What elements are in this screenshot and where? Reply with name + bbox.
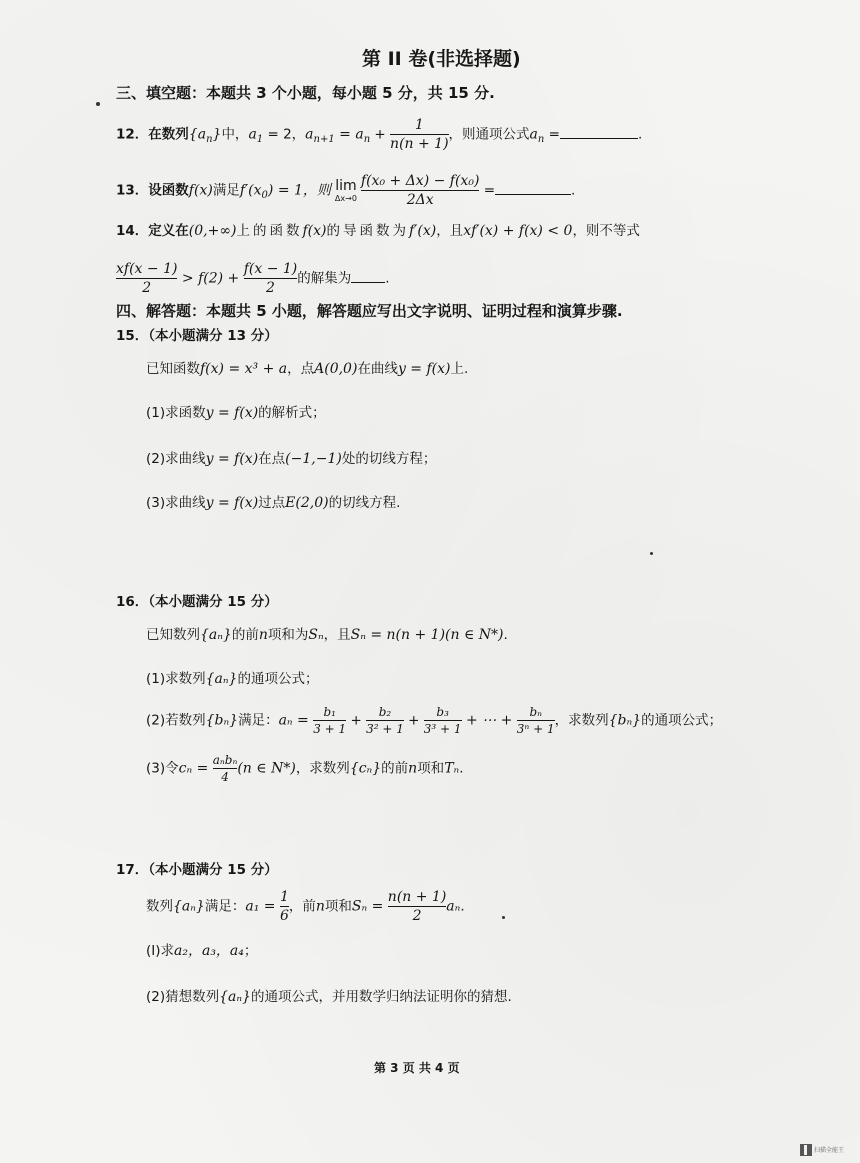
- question-15-part-3: (3)求曲线y = f(x)过点E(2,0)的切线方程.: [146, 495, 401, 511]
- answer-blank-13[interactable]: [495, 194, 571, 195]
- question-16-part-2: (2)若数列{bₙ}满足：aₙ = $\frac{\text{b₁}}{3 + 1}$ + $\frac{\text{b₂}}{\text{3² + 1}}$ + $\frac{\text{b₃}}{\text{3³ + 1}}$ + ⋯ + $\frac{\text{bₙ}}{\text{3ⁿ + 1}}$ ，求数列{bₙ}的通项公式；: [146, 705, 723, 736]
- question-15-stem: 已知函数f(x) = x³ + a，点A(0,0)在曲线y = f(x)上.: [146, 361, 469, 377]
- question-16-part-3: (3)令cₙ = $\frac{\text{aₙbₙ}}{4}$ (n ∈ N*)，求数列{cₙ}的前n项和Tₙ.: [146, 753, 464, 784]
- scanner-watermark: 扫描全能王: [800, 1144, 846, 1156]
- question-17-label: 17．（本小题满分 15 分）: [116, 862, 278, 878]
- answer-blank-12[interactable]: [560, 138, 638, 139]
- question-15-label: 15．（本小题满分 13 分）: [116, 328, 278, 344]
- section-4-heading: 四、解答题：本题共 5 小题，解答题应写出文字说明、证明过程和演算步骤.: [116, 302, 623, 320]
- question-17-part-1: (I)求a₂，a₃，a₄；: [146, 943, 258, 959]
- question-17-part-2: (2)猜想数列{aₙ}的通项公式，并用数学归纳法证明你的猜想.: [146, 989, 512, 1005]
- question-16-label: 16．（本小题满分 15 分）: [116, 594, 278, 610]
- page-title: 第 II 卷(非选择题): [362, 48, 521, 70]
- scan-speck: [96, 102, 100, 106]
- page-footer: 第 3 页 共 4 页: [374, 1061, 460, 1075]
- question-15-part-2: (2)求曲线y = f(x)在点(−1,−1)处的切线方程；: [146, 451, 437, 467]
- scan-speck: [650, 552, 653, 555]
- qr-icon: [800, 1144, 812, 1156]
- scan-speck: [502, 916, 505, 919]
- answer-blank-14[interactable]: [351, 282, 385, 283]
- question-15-part-1: (1)求函数y = f(x)的解析式；: [146, 405, 326, 421]
- question-13: 13．设函数f(x)满足$f'(x_0) = 1$，则 lim Δx→0 $\frac{\text{f(x₀ + Δx) − f(x₀)}}{2\Delta x}$ = .: [116, 173, 576, 208]
- question-17-stem: 数列{aₙ}满足：a₁ = $\frac{1}{6}$ ，前n项和Sₙ = $\frac{n(n + 1)}{2}$ aₙ.: [146, 889, 465, 924]
- question-14-line-2: $\frac{xf(x - 1)}{2}$ > f(2) + $\frac{f(x - 1)}{2}$ 的解集为 .: [116, 261, 390, 296]
- question-12: 12．在数列$\{a_n\}$中，$a_1 = 2$，$a_{n+1} = a_n$ + $\frac{1}{n(n + 1)}$ ，则通项公式$a_n$ = .: [116, 117, 643, 152]
- question-16-stem: 已知数列{aₙ}的前n项和为Sₙ，且Sₙ = n(n + 1)(n ∈ N*).: [146, 627, 508, 643]
- question-16-part-1: (1)求数列{aₙ}的通项公式；: [146, 671, 319, 687]
- section-3-heading: 三、填空题：本题共 3 个小题，每小题 5 分，共 15 分.: [116, 84, 495, 102]
- question-14-line-1: 14．定义在(0,+∞)上的函数f(x)的导函数为f′(x)，且xf′(x) + f(x) < 0，则不等式: [116, 223, 640, 239]
